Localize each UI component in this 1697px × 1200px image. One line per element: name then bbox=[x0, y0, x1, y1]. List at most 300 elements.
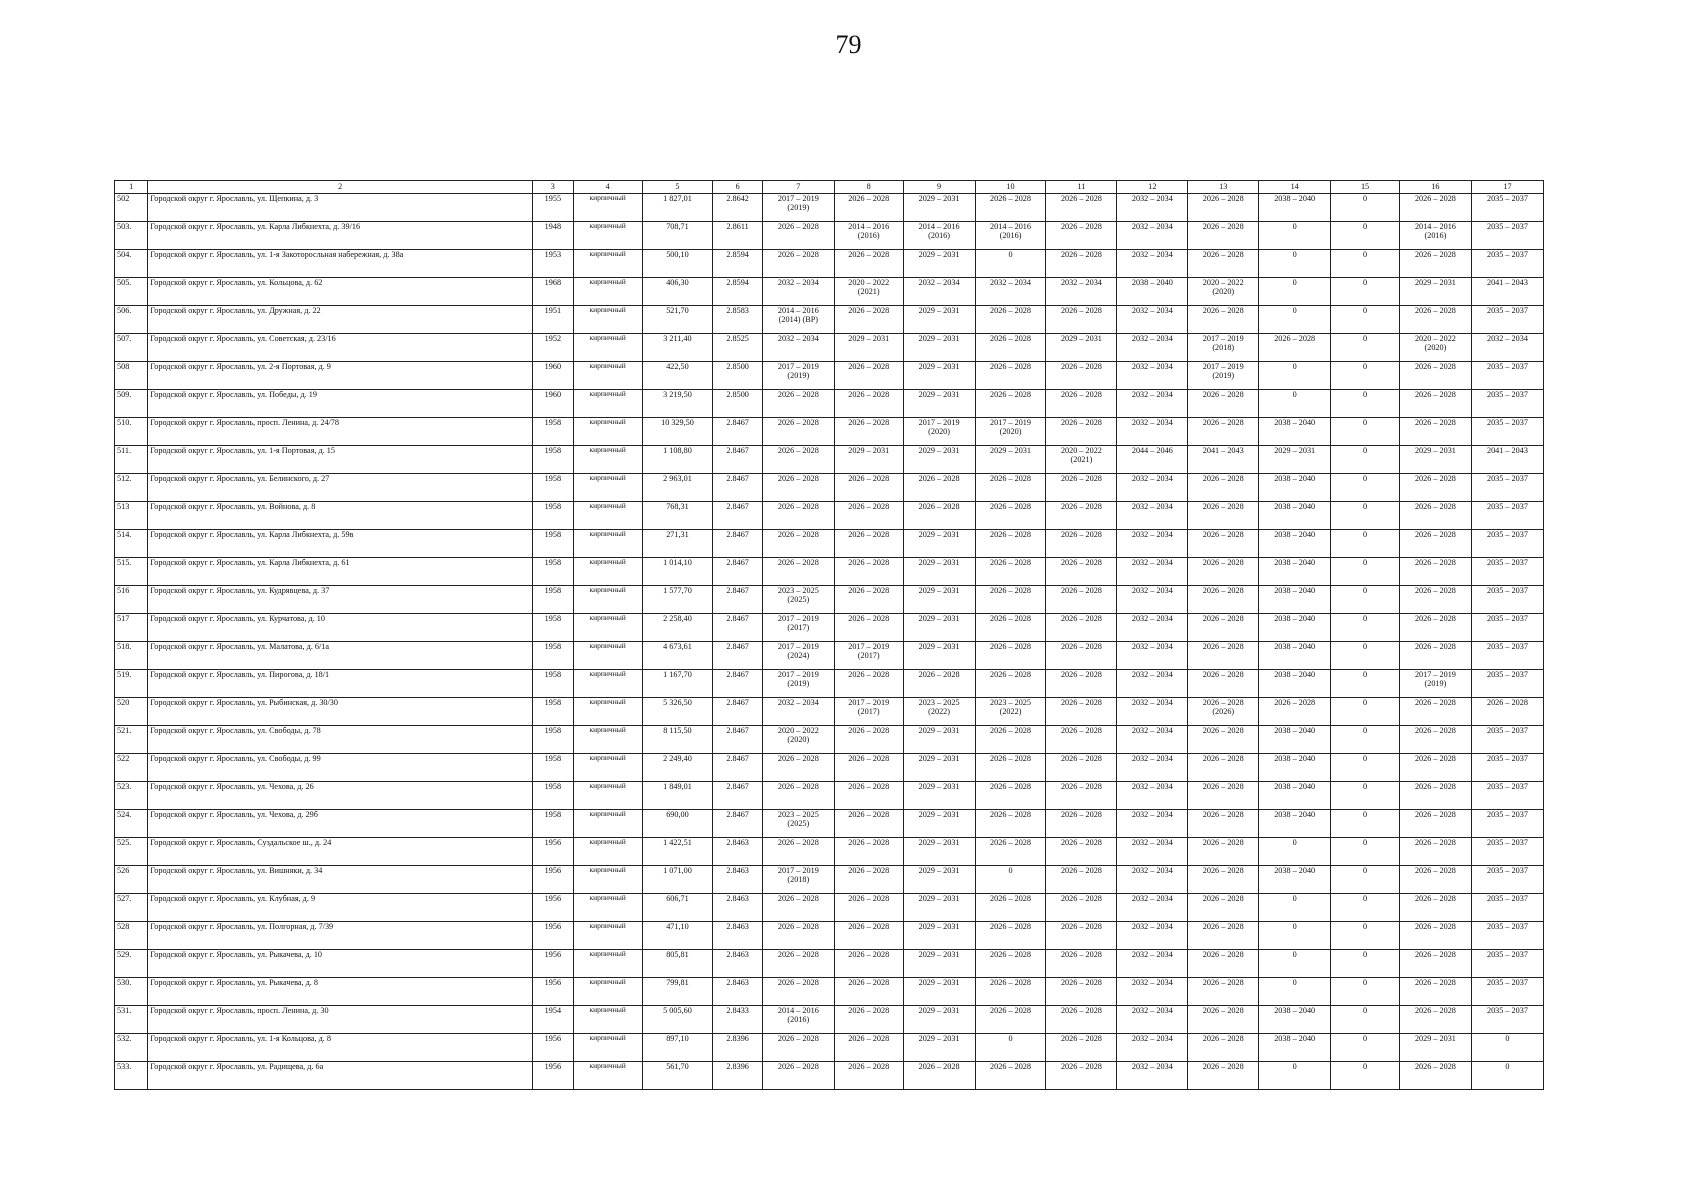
table-cell: 10 329,50 bbox=[642, 418, 713, 446]
table-cell: 0 bbox=[1331, 978, 1400, 1006]
table-row bbox=[115, 894, 1544, 922]
table-cell: 2035 – 2037 bbox=[1471, 1006, 1543, 1034]
table-cell: 2026 – 2028 bbox=[762, 950, 834, 978]
table-cell: 2026 – 2028 bbox=[834, 1006, 903, 1034]
table-cell: 2026 – 2028 bbox=[1188, 614, 1259, 642]
table-cell: 1958 bbox=[532, 474, 573, 502]
table-cell: 2026 – 2028 bbox=[1399, 558, 1471, 586]
table-cell: 2026 – 2028 bbox=[1046, 558, 1117, 586]
table-cell: 0 bbox=[1331, 950, 1400, 978]
table-cell: 0 bbox=[1331, 418, 1400, 446]
table-cell: 2035 – 2037 bbox=[1471, 614, 1543, 642]
row-number: 527. bbox=[115, 894, 148, 922]
table-cell: 2026 – 2028 bbox=[1399, 810, 1471, 838]
table-cell: 561,70 bbox=[642, 1062, 713, 1090]
table-cell: 2026 – 2028 bbox=[975, 810, 1046, 838]
address-cell: Городской округ г. Ярославль, ул. Войнова, д. 8 bbox=[148, 502, 533, 530]
table-cell: 2038 – 2040 bbox=[1259, 586, 1331, 614]
column-header-6: 6 bbox=[713, 181, 762, 194]
table-cell: 2026 – 2028 bbox=[834, 194, 903, 222]
table-cell: 2026 – 2028 bbox=[762, 418, 834, 446]
table-cell: 2029 – 2031 bbox=[903, 642, 975, 670]
table-cell: 1958 bbox=[532, 530, 573, 558]
table-cell: 2035 – 2037 bbox=[1471, 866, 1543, 894]
table-cell: кирпичный bbox=[573, 866, 642, 894]
table-cell: 0 bbox=[1331, 558, 1400, 586]
table-cell: 2032 – 2034 bbox=[1117, 1062, 1188, 1090]
table-cell: 2.8467 bbox=[713, 418, 762, 446]
table-cell: 2032 – 2034 bbox=[1117, 250, 1188, 278]
address-cell: Городской округ г. Ярославль, ул. Карла Либкнехта, д. 59в bbox=[148, 530, 533, 558]
table-cell: 2.8463 bbox=[713, 922, 762, 950]
address-cell: Городской округ г. Ярославль, ул. Рыкачева, д. 10 bbox=[148, 950, 533, 978]
table-cell: 0 bbox=[1259, 278, 1331, 306]
address-cell: Городской округ г. Ярославль, ул. Щепкина, д. 3 bbox=[148, 194, 533, 222]
row-number: 505. bbox=[115, 278, 148, 306]
table-cell: 2026 – 2028 bbox=[834, 754, 903, 782]
table-cell: 2 258,40 bbox=[642, 614, 713, 642]
row-number: 533. bbox=[115, 1062, 148, 1090]
table-cell: 2035 – 2037 bbox=[1471, 838, 1543, 866]
table-cell: 2017 – 2019 (2019) bbox=[762, 670, 834, 698]
address-cell: Городской округ г. Ярославль, Суздальское ш., д. 24 bbox=[148, 838, 533, 866]
table-cell: 2032 – 2034 bbox=[1117, 838, 1188, 866]
table-cell: 2026 – 2028 bbox=[1188, 558, 1259, 586]
table-cell: 2026 – 2028 bbox=[975, 782, 1046, 810]
table-cell: кирпичный bbox=[573, 250, 642, 278]
table-cell: 2032 – 2034 bbox=[1117, 418, 1188, 446]
table-cell: 0 bbox=[1259, 922, 1331, 950]
table-cell: кирпичный bbox=[573, 474, 642, 502]
table-cell: 2026 – 2028 bbox=[1399, 726, 1471, 754]
table-cell: 2035 – 2037 bbox=[1471, 306, 1543, 334]
table-row bbox=[115, 194, 1544, 222]
table-cell: 2029 – 2031 bbox=[834, 334, 903, 362]
row-number: 525. bbox=[115, 838, 148, 866]
table-cell: 0 bbox=[1331, 250, 1400, 278]
table-cell: кирпичный bbox=[573, 530, 642, 558]
table-cell: 2017 – 2019 (2019) bbox=[1399, 670, 1471, 698]
table-cell: 2035 – 2037 bbox=[1471, 558, 1543, 586]
table-cell: 1955 bbox=[532, 194, 573, 222]
table-cell: 2.8396 bbox=[713, 1034, 762, 1062]
table-cell: 2026 – 2028 bbox=[1188, 530, 1259, 558]
table-cell: 2017 – 2019 (2018) bbox=[762, 866, 834, 894]
table-cell: 2026 – 2028 bbox=[834, 726, 903, 754]
table-cell: 2032 – 2034 bbox=[1117, 782, 1188, 810]
table-cell: 2026 – 2028 bbox=[1399, 754, 1471, 782]
table-cell: 1956 bbox=[532, 894, 573, 922]
table-cell: 2026 – 2028 bbox=[1046, 642, 1117, 670]
table-cell: 2026 – 2028 bbox=[834, 502, 903, 530]
table-cell: 2026 – 2028 bbox=[762, 474, 834, 502]
row-number: 512. bbox=[115, 474, 148, 502]
table-cell: 0 bbox=[1331, 222, 1400, 250]
table-cell: 0 bbox=[1331, 894, 1400, 922]
header-row bbox=[115, 181, 1544, 194]
table-cell: 2026 – 2028 bbox=[1188, 1062, 1259, 1090]
table-cell: 2017 – 2019 (2017) bbox=[834, 698, 903, 726]
table-cell: 2026 – 2028 bbox=[1399, 418, 1471, 446]
table-cell: 2035 – 2037 bbox=[1471, 250, 1543, 278]
table-cell: 2026 – 2028 bbox=[1399, 1062, 1471, 1090]
table-cell: 2026 – 2028 bbox=[1399, 390, 1471, 418]
table-cell: 2035 – 2037 bbox=[1471, 530, 1543, 558]
table-cell: 0 bbox=[1331, 1062, 1400, 1090]
table-cell: 2026 – 2028 bbox=[975, 754, 1046, 782]
table-cell: 2.8467 bbox=[713, 474, 762, 502]
table-cell: 2038 – 2040 bbox=[1259, 866, 1331, 894]
table-cell: 0 bbox=[1259, 838, 1331, 866]
table-cell: 2026 – 2028 bbox=[1259, 334, 1331, 362]
table-cell: 2032 – 2034 bbox=[1117, 334, 1188, 362]
address-cell: Городской округ г. Ярославль, ул. Полгорная, д. 7/39 bbox=[148, 922, 533, 950]
table-cell: 1958 bbox=[532, 614, 573, 642]
table-cell: 2026 – 2028 bbox=[1046, 726, 1117, 754]
table-cell: 2035 – 2037 bbox=[1471, 222, 1543, 250]
table-cell: 0 bbox=[1259, 306, 1331, 334]
table-cell: 2026 – 2028 bbox=[1399, 922, 1471, 950]
table-cell: 1956 bbox=[532, 950, 573, 978]
table-cell: 2.8467 bbox=[713, 754, 762, 782]
table-cell: 500,10 bbox=[642, 250, 713, 278]
row-number: 528 bbox=[115, 922, 148, 950]
table-cell: 2.8467 bbox=[713, 502, 762, 530]
table-cell: 2026 – 2028 bbox=[1046, 194, 1117, 222]
address-cell: Городской округ г. Ярославль, ул. 1-я Закоторосльная набережная, д. 38а bbox=[148, 250, 533, 278]
table-cell: 2 249,40 bbox=[642, 754, 713, 782]
table-cell: 1 108,80 bbox=[642, 446, 713, 474]
table-cell: 2029 – 2031 bbox=[903, 362, 975, 390]
table-cell: 2026 – 2028 bbox=[1046, 418, 1117, 446]
table-cell: 1948 bbox=[532, 222, 573, 250]
row-number: 507. bbox=[115, 334, 148, 362]
table-cell: 2020 – 2022 (2020) bbox=[762, 726, 834, 754]
table-cell: 2026 – 2028 bbox=[1046, 362, 1117, 390]
table-cell: 2029 – 2031 bbox=[903, 726, 975, 754]
table-cell: 1956 bbox=[532, 838, 573, 866]
table-cell: 2026 – 2028 bbox=[1046, 698, 1117, 726]
table-cell: 2032 – 2034 bbox=[1117, 670, 1188, 698]
table-cell: 2026 – 2028 bbox=[1399, 250, 1471, 278]
address-cell: Городской округ г. Ярославль, ул. 1-я Портовая, д. 15 bbox=[148, 446, 533, 474]
table-cell: 2026 – 2028 bbox=[762, 922, 834, 950]
table-cell: 0 bbox=[1331, 754, 1400, 782]
table-cell: 2026 – 2028 bbox=[975, 474, 1046, 502]
table-cell: 2026 – 2028 bbox=[762, 530, 834, 558]
table-cell: 1956 bbox=[532, 1062, 573, 1090]
table-cell: кирпичный bbox=[573, 782, 642, 810]
table-cell: 2026 – 2028 bbox=[834, 362, 903, 390]
table-cell: 2029 – 2031 bbox=[903, 922, 975, 950]
table-cell: 5 326,50 bbox=[642, 698, 713, 726]
table-cell: 2038 – 2040 bbox=[1259, 670, 1331, 698]
column-header-3: 3 bbox=[532, 181, 573, 194]
row-number: 513 bbox=[115, 502, 148, 530]
row-number: 503. bbox=[115, 222, 148, 250]
table-cell: 2026 – 2028 bbox=[1259, 698, 1331, 726]
table-row bbox=[115, 278, 1544, 306]
table-cell: 0 bbox=[1331, 390, 1400, 418]
table-cell: кирпичный bbox=[573, 334, 642, 362]
table-cell: 471,10 bbox=[642, 922, 713, 950]
table-cell: 2026 – 2028 bbox=[1188, 194, 1259, 222]
table-cell: 2029 – 2031 bbox=[903, 838, 975, 866]
table-cell: 0 bbox=[1331, 1006, 1400, 1034]
table-cell: 1958 bbox=[532, 670, 573, 698]
table-cell: 2026 – 2028 bbox=[834, 250, 903, 278]
page-number: 79 bbox=[835, 30, 862, 59]
table-cell: 2023 – 2025 (2025) bbox=[762, 586, 834, 614]
table-row bbox=[115, 306, 1544, 334]
row-number: 520 bbox=[115, 698, 148, 726]
table-cell: 2.8433 bbox=[713, 1006, 762, 1034]
table-cell: 768,31 bbox=[642, 502, 713, 530]
table-row bbox=[115, 530, 1544, 558]
table-cell: 406,30 bbox=[642, 278, 713, 306]
address-cell: Городской округ г. Ярославль, ул. Победы, д. 19 bbox=[148, 390, 533, 418]
row-number: 502 bbox=[115, 194, 148, 222]
table-cell: 2032 – 2034 bbox=[762, 334, 834, 362]
table-cell: 799,81 bbox=[642, 978, 713, 1006]
address-cell: Городской округ г. Ярославль, ул. Пирогова, д. 18/1 bbox=[148, 670, 533, 698]
row-number: 518. bbox=[115, 642, 148, 670]
table-cell: 2038 – 2040 bbox=[1259, 782, 1331, 810]
table-cell: 2032 – 2034 bbox=[1117, 1006, 1188, 1034]
table-cell: 2026 – 2028 bbox=[1046, 586, 1117, 614]
table-row bbox=[115, 222, 1544, 250]
table-cell: кирпичный bbox=[573, 838, 642, 866]
table-cell: 0 bbox=[1331, 362, 1400, 390]
table-cell: 2035 – 2037 bbox=[1471, 782, 1543, 810]
table-cell: 2026 – 2028 bbox=[1399, 894, 1471, 922]
table-cell: 2029 – 2031 bbox=[1399, 1034, 1471, 1062]
table-cell: 2.8467 bbox=[713, 810, 762, 838]
table-cell: 2.8594 bbox=[713, 250, 762, 278]
table-cell: 897,10 bbox=[642, 1034, 713, 1062]
row-number: 526 bbox=[115, 866, 148, 894]
table-cell: 2029 – 2031 bbox=[903, 782, 975, 810]
table-cell: кирпичный bbox=[573, 362, 642, 390]
table-cell: 2029 – 2031 bbox=[903, 558, 975, 586]
table-cell: 2035 – 2037 bbox=[1471, 950, 1543, 978]
table-row bbox=[115, 1034, 1544, 1062]
table-cell: 1958 bbox=[532, 698, 573, 726]
table-cell: 2026 – 2028 bbox=[762, 894, 834, 922]
table-cell: 0 bbox=[1331, 614, 1400, 642]
table-cell: кирпичный bbox=[573, 754, 642, 782]
column-header-17: 17 bbox=[1471, 181, 1543, 194]
table-row bbox=[115, 698, 1544, 726]
table-cell: 2026 – 2028 bbox=[1188, 782, 1259, 810]
table-cell: 2038 – 2040 bbox=[1259, 726, 1331, 754]
table-cell: 0 bbox=[1331, 278, 1400, 306]
table-row bbox=[115, 250, 1544, 278]
table-cell: 521,70 bbox=[642, 306, 713, 334]
table-cell: 3 219,50 bbox=[642, 390, 713, 418]
table-cell: 2038 – 2040 bbox=[1259, 558, 1331, 586]
table-cell: 2026 – 2028 bbox=[834, 866, 903, 894]
table-cell: 2026 – 2028 bbox=[903, 474, 975, 502]
column-header-12: 12 bbox=[1117, 181, 1188, 194]
table-cell: 2041 – 2043 bbox=[1471, 446, 1543, 474]
table-cell: 2026 – 2028 bbox=[834, 474, 903, 502]
table-cell: 2026 – 2028 bbox=[1399, 698, 1471, 726]
table-cell: кирпичный bbox=[573, 950, 642, 978]
table-cell: 2029 – 2031 bbox=[903, 306, 975, 334]
table-cell: 2026 – 2028 bbox=[1188, 838, 1259, 866]
table-cell: 1958 bbox=[532, 642, 573, 670]
table-cell: 2026 – 2028 bbox=[1046, 838, 1117, 866]
table-cell: 0 bbox=[1471, 1062, 1543, 1090]
table-cell: 2026 – 2028 bbox=[1399, 362, 1471, 390]
table-cell: 2026 – 2028 bbox=[975, 558, 1046, 586]
table-cell: кирпичный bbox=[573, 390, 642, 418]
table-cell: 2029 – 2031 bbox=[903, 250, 975, 278]
table-row bbox=[115, 810, 1544, 838]
table-cell: 2029 – 2031 bbox=[903, 1006, 975, 1034]
table-cell: 2026 – 2028 bbox=[1046, 502, 1117, 530]
table-cell: 2041 – 2043 bbox=[1188, 446, 1259, 474]
column-header-14: 14 bbox=[1259, 181, 1331, 194]
table-cell: 2026 – 2028 bbox=[1188, 950, 1259, 978]
table-cell: 2026 – 2028 bbox=[1046, 222, 1117, 250]
table-cell: 2026 – 2028 bbox=[1046, 754, 1117, 782]
table-cell: 2035 – 2037 bbox=[1471, 642, 1543, 670]
address-cell: Городской округ г. Ярославль, ул. Рыкачева, д. 8 bbox=[148, 978, 533, 1006]
table-cell: 2.8467 bbox=[713, 726, 762, 754]
table-cell: кирпичный bbox=[573, 502, 642, 530]
table-cell: кирпичный bbox=[573, 810, 642, 838]
table-cell: 2035 – 2037 bbox=[1471, 894, 1543, 922]
table-cell: 2017 – 2019 (2024) bbox=[762, 642, 834, 670]
table-cell: 2035 – 2037 bbox=[1471, 418, 1543, 446]
table-cell: 2026 – 2028 bbox=[975, 334, 1046, 362]
table-cell: 0 bbox=[1259, 222, 1331, 250]
table-cell: 2026 – 2028 bbox=[1399, 838, 1471, 866]
table-cell: 2032 – 2034 bbox=[1117, 306, 1188, 334]
table-cell: 0 bbox=[1259, 390, 1331, 418]
table-cell: 2032 – 2034 bbox=[1117, 894, 1188, 922]
table-cell: 1951 bbox=[532, 306, 573, 334]
table-cell: 0 bbox=[1259, 250, 1331, 278]
table-cell: 2023 – 2025 (2022) bbox=[903, 698, 975, 726]
table-cell: 1 849,01 bbox=[642, 782, 713, 810]
table-row bbox=[115, 754, 1544, 782]
table-cell: 2032 – 2034 bbox=[1117, 222, 1188, 250]
table-cell: 2.8467 bbox=[713, 670, 762, 698]
table-cell: 2032 – 2034 bbox=[1117, 950, 1188, 978]
table-cell: 2035 – 2037 bbox=[1471, 362, 1543, 390]
table-cell: 2.8500 bbox=[713, 390, 762, 418]
table-cell: 2026 – 2028 bbox=[834, 838, 903, 866]
table-cell: 2017 – 2019 (2017) bbox=[762, 614, 834, 642]
table-cell: кирпичный bbox=[573, 978, 642, 1006]
table-cell: 2026 – 2028 bbox=[762, 838, 834, 866]
table-cell: 1958 bbox=[532, 726, 573, 754]
table-cell: 2026 – 2028 bbox=[975, 726, 1046, 754]
address-cell: Городской округ г. Ярославль, ул. 1-я Кольцова, д. 8 bbox=[148, 1034, 533, 1062]
table-cell: 2032 – 2034 bbox=[1117, 642, 1188, 670]
table-cell: 2026 – 2028 bbox=[1188, 1034, 1259, 1062]
table-cell: 2029 – 2031 bbox=[975, 446, 1046, 474]
table-cell: 2017 – 2019 (2017) bbox=[834, 642, 903, 670]
table-cell: 1956 bbox=[532, 978, 573, 1006]
table-cell: 2029 – 2031 bbox=[903, 334, 975, 362]
table-cell: 2038 – 2040 bbox=[1259, 614, 1331, 642]
table-cell: 690,00 bbox=[642, 810, 713, 838]
table-cell: 2032 – 2034 bbox=[762, 278, 834, 306]
table-cell: 2017 – 2019 (2018) bbox=[1188, 334, 1259, 362]
table-cell: 2026 – 2028 bbox=[762, 558, 834, 586]
table-cell: 2026 – 2028 bbox=[1188, 642, 1259, 670]
table-cell: кирпичный bbox=[573, 922, 642, 950]
table-cell: 0 bbox=[1259, 362, 1331, 390]
table-cell: 2029 – 2031 bbox=[903, 866, 975, 894]
table-cell: 1968 bbox=[532, 278, 573, 306]
table-cell: 2026 – 2028 bbox=[1399, 586, 1471, 614]
table-cell: 2029 – 2031 bbox=[1399, 278, 1471, 306]
table-cell: 2026 – 2028 bbox=[1399, 614, 1471, 642]
table-cell: 2026 – 2028 bbox=[975, 670, 1046, 698]
table-cell: 2026 – 2028 bbox=[1188, 418, 1259, 446]
table-cell: 2026 – 2028 bbox=[762, 1062, 834, 1090]
row-number: 522 bbox=[115, 754, 148, 782]
table-row bbox=[115, 866, 1544, 894]
table-cell: 2029 – 2031 bbox=[903, 446, 975, 474]
table-cell: 2.8642 bbox=[713, 194, 762, 222]
table-cell: 2029 – 2031 bbox=[903, 810, 975, 838]
table-cell: 2026 – 2028 bbox=[1046, 810, 1117, 838]
table-cell: 0 bbox=[1331, 782, 1400, 810]
table-cell: 0 bbox=[1331, 670, 1400, 698]
address-cell: Городской округ г. Ярославль, ул. Радищева, д. 6а bbox=[148, 1062, 533, 1090]
table-cell: 2026 – 2028 bbox=[1399, 474, 1471, 502]
row-number: 515. bbox=[115, 558, 148, 586]
table-row bbox=[115, 334, 1544, 362]
table-cell: 2014 – 2016 (2016) bbox=[834, 222, 903, 250]
table-cell: кирпичный bbox=[573, 670, 642, 698]
row-number: 509. bbox=[115, 390, 148, 418]
table-cell: 2026 – 2028 bbox=[975, 1006, 1046, 1034]
table-cell: 2.8467 bbox=[713, 558, 762, 586]
table-cell: 2026 – 2028 bbox=[975, 362, 1046, 390]
table-cell: кирпичный bbox=[573, 586, 642, 614]
table-cell: 0 bbox=[1331, 306, 1400, 334]
table-row bbox=[115, 474, 1544, 502]
table-cell: 1954 bbox=[532, 1006, 573, 1034]
table-cell: 2026 – 2028 bbox=[1046, 950, 1117, 978]
table-cell: 1 422,51 bbox=[642, 838, 713, 866]
table-cell: 2.8500 bbox=[713, 362, 762, 390]
table-cell: 2026 – 2028 bbox=[1471, 698, 1543, 726]
table-cell: 2032 – 2034 bbox=[903, 278, 975, 306]
table-cell: 2029 – 2031 bbox=[1046, 334, 1117, 362]
table-cell: 2026 – 2028 bbox=[975, 642, 1046, 670]
column-header-8: 8 bbox=[834, 181, 903, 194]
table-cell: 2032 – 2034 bbox=[1117, 922, 1188, 950]
table-row bbox=[115, 586, 1544, 614]
table-cell: 2026 – 2028 (2026) bbox=[1188, 698, 1259, 726]
table-cell: 2017 – 2019 (2019) bbox=[762, 362, 834, 390]
table-cell: 0 bbox=[1331, 502, 1400, 530]
table-cell: 2038 – 2040 bbox=[1259, 1006, 1331, 1034]
table-cell: 2026 – 2028 bbox=[1399, 1006, 1471, 1034]
address-cell: Городской округ г. Ярославль, ул. Кольцова, д. 62 bbox=[148, 278, 533, 306]
table-cell: 2026 – 2028 bbox=[1046, 390, 1117, 418]
table-cell: 2026 – 2028 bbox=[1046, 782, 1117, 810]
table-cell: 0 bbox=[1331, 866, 1400, 894]
